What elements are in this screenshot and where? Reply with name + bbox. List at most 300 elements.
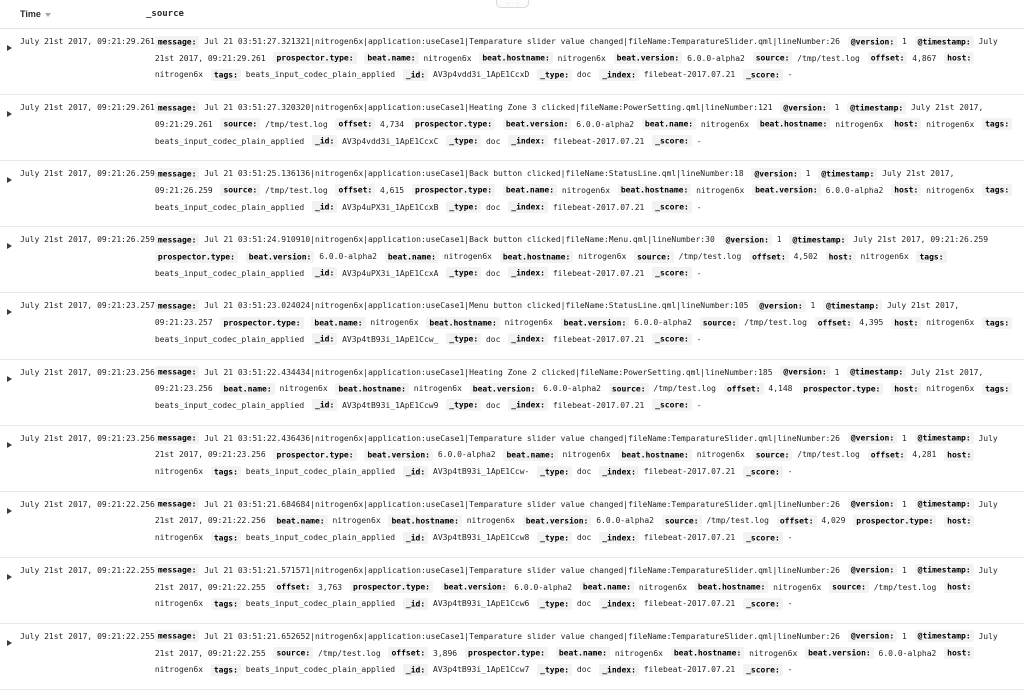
field-pair (465, 649, 553, 658)
field-value: /tmp/test.log (797, 450, 860, 460)
field-value: 4,734 (380, 119, 405, 129)
field-pair (220, 384, 327, 393)
field-value: 4,502 (793, 252, 818, 262)
time-value: July 21st 2017, 09:21:23.256 (20, 433, 155, 443)
field-pair (868, 54, 937, 63)
field-value: 1 (902, 565, 907, 575)
field-value: 4,148 (768, 384, 793, 394)
field-name: beat.hostname: (500, 251, 573, 263)
field-value: AV3p4tB93i_1ApE1Ccw_ (342, 334, 439, 344)
field-value: Jul 21 03:51:25.136136|nitrogen6x|application:useCase1|Back button clicked|fileName:StatusLine.qml|lineNumber:18 (204, 169, 744, 179)
field-name: @version: (848, 498, 897, 510)
field-value: 4,615 (380, 185, 405, 195)
field-value: - (787, 70, 793, 80)
field-value: 4,029 (821, 516, 846, 526)
field-name: _index: (599, 466, 639, 478)
field-value: nitrogen6x (773, 582, 822, 592)
field-name: @version: (848, 36, 897, 48)
field-value: /tmp/test.log (873, 582, 937, 592)
field-value: AV3p4tB93i_1ApE1Ccw9 (342, 400, 439, 410)
field-pair (853, 516, 941, 525)
field-name: beat.name: (503, 449, 557, 461)
field-pair (312, 335, 438, 344)
field-pair (599, 599, 735, 608)
field-pair (537, 665, 591, 674)
field-name: source: (273, 647, 313, 659)
field-value: nitrogen6x (557, 53, 606, 63)
field-name: @timestamp: (915, 432, 974, 444)
field-pair (446, 335, 500, 344)
field-name: _index: (599, 532, 639, 544)
field-value: beats_input_codec_plain_applied (154, 202, 305, 212)
caret-right-icon (7, 177, 12, 183)
field-value: nitrogen6x (279, 384, 328, 394)
field-value: AV3p4vdd3i_1ApE1CcxC (342, 136, 439, 146)
field-name: beat.hostname: (618, 184, 691, 196)
time-value: July 21st 2017, 09:21:26.259 (20, 235, 155, 245)
field-name: beat.name: (273, 515, 327, 527)
field-value: July 21st 2017, 09:21:23.256 (154, 367, 984, 394)
field-pair (891, 384, 974, 393)
field-pair (848, 500, 907, 509)
field-pair (753, 54, 860, 63)
field-name: @version: (780, 366, 829, 378)
field-pair (652, 335, 701, 344)
table-row (0, 426, 1024, 492)
time-value: July 21st 2017, 09:21:23.256 (20, 367, 155, 377)
source-cell (155, 34, 1024, 84)
field-name: tags: (211, 532, 241, 544)
field-pair (537, 533, 591, 542)
field-value: filebeat-2017.07.21 (643, 467, 736, 477)
expand-toggle[interactable] (7, 441, 17, 451)
field-name: message: (155, 168, 200, 180)
field-pair (618, 186, 744, 195)
expand-toggle[interactable] (7, 308, 17, 318)
field-pair (155, 169, 744, 178)
field-value: - (787, 533, 793, 543)
field-value: doc (576, 467, 592, 477)
field-name: _type: (537, 466, 572, 478)
field-pair (508, 137, 644, 146)
time-value: July 21st 2017, 09:21:29.261 (20, 37, 155, 46)
field-pair (364, 450, 495, 459)
field-value: AV3p4tB93i_1ApE1Ccw7 (433, 665, 530, 675)
field-value: beats_input_codec_plain_applied (245, 467, 396, 477)
field-pair (220, 120, 327, 129)
field-pair (441, 583, 572, 592)
field-pair (155, 301, 749, 310)
field-name: tags: (982, 383, 1012, 395)
field-name: beat.hostname: (695, 581, 768, 593)
field-name: @timestamp: (915, 36, 974, 48)
field-value: July 21st 2017, 09:21:22.256 (154, 499, 998, 526)
field-pair (561, 318, 692, 327)
field-pair (220, 186, 327, 195)
field-pair (335, 186, 404, 195)
field-value: July 21st 2017, 09:21:29.261 (154, 37, 998, 63)
field-name: host: (891, 383, 921, 395)
field-value: nitrogen6x (696, 185, 745, 195)
field-value: nitrogen6x (638, 582, 688, 592)
field-name: host: (891, 184, 921, 196)
field-name: _score: (743, 466, 783, 478)
field-name: _score: (652, 399, 692, 411)
field-name: _type: (446, 333, 481, 345)
field-pair (273, 649, 380, 658)
field-value: filebeat-2017.07.21 (552, 136, 645, 146)
column-header-time[interactable] (0, 9, 146, 19)
field-name: _id: (403, 69, 428, 81)
caret-right-icon (7, 111, 12, 117)
field-name: _type: (537, 532, 572, 544)
field-name: message: (155, 630, 200, 642)
field-name: @timestamp: (915, 564, 974, 576)
field-name: _type: (537, 69, 572, 81)
source-cell (155, 100, 1024, 150)
field-name: beat.version: (470, 383, 539, 395)
field-value: nitrogen6x (423, 53, 472, 63)
field-pair (155, 500, 840, 509)
expand-toggle[interactable] (7, 44, 17, 54)
field-pair (335, 120, 404, 129)
field-pair (273, 583, 342, 592)
field-pair (312, 401, 438, 410)
field-value: nitrogen6x (561, 185, 611, 195)
field-value: nitrogen6x (154, 467, 204, 477)
field-pair (848, 37, 907, 46)
field-value: - (696, 268, 702, 278)
field-pair (350, 583, 438, 592)
field-pair (618, 450, 744, 459)
field-name: source: (662, 515, 702, 527)
field-name: beat.name: (311, 317, 365, 329)
field-pair (662, 516, 769, 525)
field-pair (155, 252, 243, 261)
field-pair (826, 252, 909, 261)
field-name: @timestamp: (915, 498, 974, 510)
field-value: 3,896 (433, 648, 458, 658)
field-pair (155, 434, 840, 443)
field-pair (537, 599, 591, 608)
field-value: 4,867 (912, 53, 937, 63)
field-name: source: (634, 251, 674, 263)
field-name: tags: (916, 251, 946, 263)
field-pair (580, 583, 687, 592)
field-pair (789, 235, 988, 244)
field-name: source: (829, 581, 869, 593)
field-value: nitrogen6x (370, 318, 419, 328)
field-pair (868, 450, 937, 459)
time-value: July 21st 2017, 09:21:22.255 (20, 565, 155, 575)
field-value: doc (576, 599, 592, 609)
field-pair (155, 368, 773, 377)
field-value: Jul 21 03:51:21.571571|nitrogen6x|application:useCase1|Temparature slider value changed|fileName:TemparatureSlider.qml|lineNumber:26 (204, 565, 840, 575)
field-name: _id: (403, 598, 428, 610)
field-value: Jul 21 03:51:21.684684|nitrogen6x|application:useCase1|Temparature slider value changed|fileName:TemparatureSlider.qml|lineNumber:26 (204, 499, 840, 509)
time-cell (0, 365, 155, 415)
field-value: nitrogen6x (926, 318, 975, 328)
field-name: _id: (312, 267, 337, 279)
field-pair (743, 533, 792, 542)
field-value: Jul 21 03:51:24.910910|nitrogen6x|application:useCase1|Back button clicked|fileName:Menu.qml|lineNumber:30 (204, 235, 715, 245)
field-pair (155, 566, 840, 575)
expand-toggle[interactable] (7, 507, 17, 517)
field-pair (652, 401, 701, 410)
field-name: host: (944, 52, 974, 64)
caret-right-icon (7, 574, 12, 580)
time-cell (0, 497, 155, 547)
field-value: nitrogen6x (926, 384, 975, 394)
table-row (0, 161, 1024, 227)
field-pair (891, 318, 974, 327)
caret-right-icon (7, 640, 12, 646)
expand-toggle[interactable] (7, 573, 17, 583)
field-name: tags: (982, 184, 1012, 196)
field-name: _type: (446, 267, 481, 279)
field-name: beat.hostname: (335, 383, 408, 395)
field-pair (312, 269, 438, 278)
field-name: source: (753, 52, 793, 64)
field-name: _score: (743, 598, 783, 610)
field-value: July 21st 2017, 09:21:22.255 (154, 631, 998, 658)
field-name: beat.name: (503, 184, 557, 196)
field-name: beat.version: (503, 118, 572, 130)
field-name: _score: (652, 201, 692, 213)
field-value: AV3p4tB93i_1ApE1Ccw6 (433, 599, 530, 609)
field-name: _index: (508, 267, 548, 279)
field-name: beat.name: (580, 581, 634, 593)
field-pair (752, 186, 883, 195)
field-pair (695, 583, 821, 592)
field-value: /tmp/test.log (653, 384, 716, 394)
field-value: doc (485, 400, 501, 410)
expand-toggle[interactable] (7, 639, 17, 649)
field-pair (312, 203, 438, 212)
field-pair (311, 318, 418, 327)
expand-toggle[interactable] (7, 242, 17, 252)
field-name: source: (220, 118, 260, 130)
field-pair (273, 516, 380, 525)
field-name: @timestamp: (847, 366, 906, 378)
field-pair (891, 120, 974, 129)
field-name: host: (891, 118, 921, 130)
field-value: nitrogen6x (696, 450, 745, 460)
field-value: 6.0.0-alpha2 (514, 582, 573, 592)
field-value: July 21st 2017, 09:21:22.255 (154, 565, 998, 592)
field-name: beat.hostname: (426, 317, 499, 329)
field-pair (446, 401, 500, 410)
field-value: 6.0.0-alpha2 (437, 450, 496, 460)
field-pair (609, 384, 716, 393)
field-name: prospector.type: (273, 449, 356, 461)
time-value: July 21st 2017, 09:21:23.257 (20, 301, 155, 311)
time-value: July 21st 2017, 09:21:22.255 (20, 631, 155, 641)
field-pair (273, 450, 361, 459)
field-value: - (696, 334, 702, 344)
field-name: host: (891, 317, 921, 329)
time-cell (0, 298, 155, 348)
field-value: nitrogen6x (749, 648, 798, 658)
field-name: prospector.type: (350, 581, 433, 593)
field-name: message: (155, 498, 200, 510)
field-name: beat.hostname: (388, 515, 461, 527)
caret-right-icon (7, 243, 12, 249)
field-pair (757, 120, 883, 129)
field-name: offset: (868, 449, 908, 461)
field-name: prospector.type: (155, 251, 238, 263)
field-pair (211, 70, 395, 79)
table-row (0, 95, 1024, 161)
field-pair (599, 70, 735, 79)
field-value: - (787, 599, 793, 609)
field-pair (652, 137, 701, 146)
field-value: - (787, 665, 793, 675)
field-name: message: (155, 300, 200, 312)
field-value: nitrogen6x (413, 384, 462, 394)
time-cell (0, 431, 155, 481)
sort-descending-icon[interactable] (45, 13, 51, 17)
field-name: _id: (312, 135, 337, 147)
field-pair (220, 318, 308, 327)
field-pair (211, 599, 395, 608)
expand-toggle[interactable] (7, 176, 17, 186)
field-name: _index: (599, 664, 639, 676)
field-pair (446, 269, 500, 278)
field-value: nitrogen6x (926, 185, 975, 195)
collapse-panel-button[interactable] (496, 0, 529, 8)
field-pair (652, 269, 701, 278)
field-pair (479, 54, 605, 63)
field-value: nitrogen6x (562, 450, 611, 460)
expand-toggle[interactable] (7, 375, 17, 385)
field-name: _type: (446, 399, 481, 411)
field-pair (364, 54, 471, 63)
field-value: nitrogen6x (154, 665, 204, 675)
field-pair (829, 583, 936, 592)
source-cell (155, 232, 1024, 282)
field-value: filebeat-2017.07.21 (643, 665, 736, 675)
caret-right-icon (7, 45, 12, 51)
field-name: _index: (599, 598, 639, 610)
field-pair (642, 120, 749, 129)
source-cell (155, 563, 1024, 613)
field-value: 6.0.0-alpha2 (596, 516, 654, 526)
field-pair (800, 384, 888, 393)
field-value: filebeat-2017.07.21 (552, 400, 645, 410)
field-name: _score: (652, 135, 692, 147)
field-name: message: (155, 36, 200, 48)
field-name: _type: (537, 598, 572, 610)
field-value: July 21st 2017, 09:21:26.259 (853, 235, 989, 245)
field-pair (155, 103, 773, 112)
field-value: 6.0.0-alpha2 (319, 252, 377, 262)
field-value: July 21st 2017, 09:21:26.259 (154, 169, 955, 195)
field-value: filebeat-2017.07.21 (552, 202, 645, 212)
field-name: message: (155, 102, 200, 114)
field-pair (412, 120, 500, 129)
field-name: prospector.type: (220, 317, 303, 329)
field-pair (503, 450, 610, 459)
field-name: beat.version: (614, 52, 683, 64)
field-value: 1 (776, 235, 782, 245)
expand-toggle[interactable] (7, 110, 17, 120)
caret-right-icon (7, 442, 12, 448)
drag-handle-dots-icon: · · (506, 0, 522, 7)
field-value: 1 (902, 433, 907, 443)
field-value: /tmp/test.log (265, 119, 328, 129)
field-value: doc (485, 334, 501, 344)
field-name: _id: (312, 201, 337, 213)
field-name: @version: (751, 168, 800, 180)
doc-table-body (0, 29, 1024, 690)
field-name: message: (155, 366, 200, 378)
field-name: tags: (982, 118, 1012, 130)
field-value: July 21st 2017, 09:21:23.257 (154, 301, 960, 328)
field-name: tags: (211, 69, 241, 81)
time-column-label: Time (20, 9, 41, 19)
field-name: _type: (537, 664, 572, 676)
field-value: July 21st 2017, 09:21:23.256 (154, 433, 998, 460)
field-name: _score: (652, 333, 692, 345)
field-value: 6.0.0-alpha2 (825, 185, 884, 195)
field-name: beat.name: (220, 383, 274, 395)
field-value: 6.0.0-alpha2 (687, 53, 745, 63)
field-value: doc (485, 268, 501, 278)
field-name: @timestamp: (915, 630, 974, 642)
field-pair (155, 37, 840, 46)
field-pair (756, 301, 815, 310)
field-pair (599, 665, 735, 674)
field-pair (556, 649, 663, 658)
field-pair (403, 70, 529, 79)
field-name: beat.hostname: (757, 118, 830, 130)
field-value: 1 (810, 301, 816, 311)
field-value: AV3p4vdd3i_1ApE1CcxD (433, 70, 530, 80)
field-name: message: (155, 564, 200, 576)
field-value: beats_input_codec_plain_applied (245, 533, 396, 543)
time-value: July 21st 2017, 09:21:29.261 (20, 103, 155, 113)
source-cell (155, 166, 1024, 216)
source-cell (155, 365, 1024, 415)
table-row (0, 558, 1024, 624)
field-name: @version: (848, 564, 897, 576)
field-name: _id: (312, 333, 337, 345)
field-value: 1 (902, 631, 907, 641)
field-value: doc (576, 533, 592, 543)
field-value: beats_input_codec_plain_applied (245, 599, 396, 609)
field-pair (503, 120, 634, 129)
time-value: July 21st 2017, 09:21:22.256 (20, 499, 155, 509)
time-cell (0, 34, 155, 84)
field-pair (385, 252, 492, 261)
field-pair (403, 665, 529, 674)
field-pair (614, 54, 745, 63)
field-name: source: (700, 317, 740, 329)
field-pair (403, 599, 529, 608)
field-pair (211, 467, 395, 476)
field-pair (500, 252, 626, 261)
field-name: offset: (388, 647, 428, 659)
field-name: _index: (508, 333, 548, 345)
field-pair (848, 434, 907, 443)
field-value: /tmp/test.log (318, 648, 381, 658)
field-value: Jul 21 03:51:23.024024|nitrogen6x|application:useCase1|Menu button clicked|fileName:StatusLine.qml|lineNumber:105 (204, 301, 749, 311)
field-name: offset: (335, 118, 375, 130)
time-cell (0, 232, 155, 282)
field-pair (537, 70, 591, 79)
field-name: prospector.type: (465, 647, 548, 659)
